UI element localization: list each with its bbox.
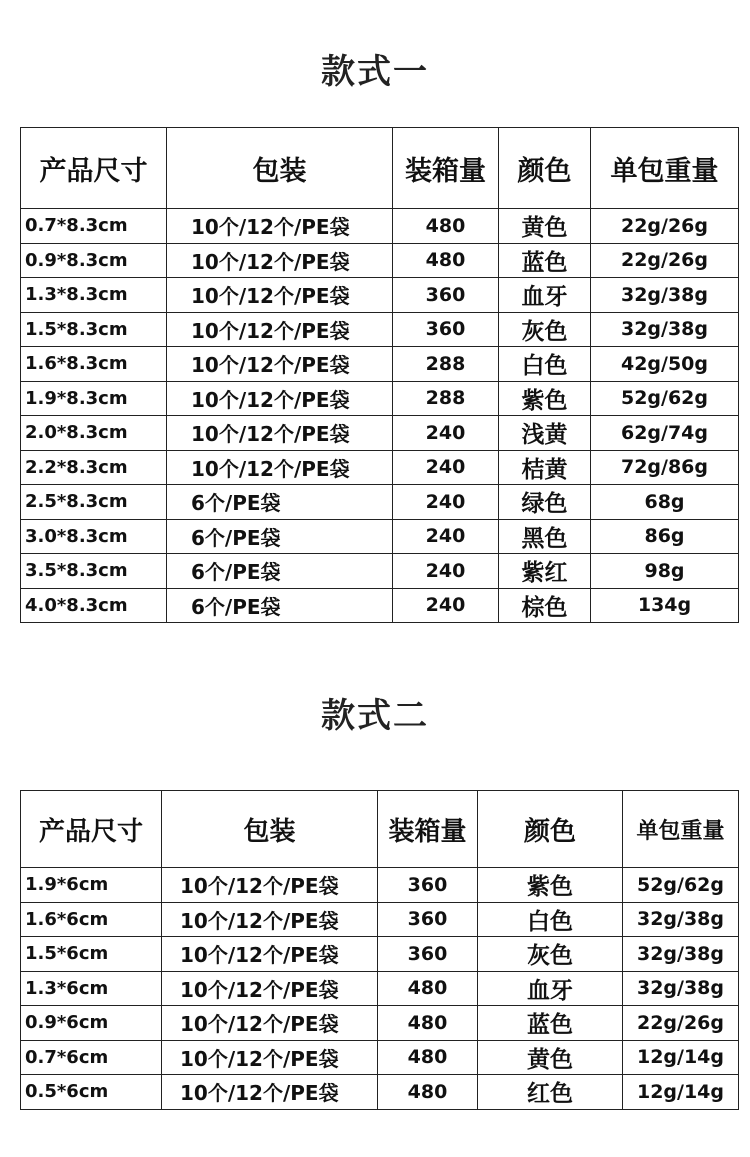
cell-color: 蓝色 [499,243,591,278]
cell-pack-weight: 32g/38g [623,971,739,1006]
cell-box-quantity: 240 [393,450,499,485]
cell-color: 绿色 [499,485,591,520]
cell-pack-weight: 12g/14g [623,1040,739,1075]
cell-pack-weight: 12g/14g [623,1075,739,1110]
cell-size: 1.5*8.3cm [21,312,167,347]
cell-size: 0.9*8.3cm [21,243,167,278]
header-packaging: 包装 [162,791,378,868]
cell-color: 红色 [478,1075,623,1110]
cell-size: 0.7*8.3cm [21,209,167,244]
cell-color: 白色 [478,902,623,937]
cell-box-quantity: 480 [393,243,499,278]
cell-color: 白色 [499,347,591,382]
table-row [21,1006,739,1041]
cell-packaging: 10个/12个/PE袋 [162,937,378,972]
cell-size: 3.0*8.3cm [21,519,167,554]
cell-packaging: 10个/12个/PE袋 [162,902,378,937]
cell-color: 蓝色 [478,1006,623,1041]
cell-packaging: 10个/12个/PE袋 [167,209,393,244]
cell-size: 2.5*8.3cm [21,485,167,520]
header-color: 颜色 [478,791,623,868]
cell-size: 4.0*8.3cm [21,588,167,623]
cell-packaging: 6个/PE袋 [167,588,393,623]
cell-color: 桔黄 [499,450,591,485]
table-header-row [21,128,739,209]
table-row [21,278,739,313]
cell-pack-weight: 32g/38g [623,937,739,972]
cell-packaging: 10个/12个/PE袋 [167,416,393,451]
cell-color: 灰色 [478,937,623,972]
cell-packaging: 6个/PE袋 [167,485,393,520]
cell-box-quantity: 360 [378,937,478,972]
cell-packaging: 10个/12个/PE袋 [162,971,378,1006]
table-row [21,519,739,554]
cell-box-quantity: 288 [393,347,499,382]
cell-color: 紫红 [499,554,591,589]
cell-color: 血牙 [478,971,623,1006]
table-row [21,971,739,1006]
cell-color: 灰色 [499,312,591,347]
cell-color: 紫色 [499,381,591,416]
cell-packaging: 10个/12个/PE袋 [167,381,393,416]
cell-box-quantity: 360 [378,868,478,903]
cell-box-quantity: 360 [393,278,499,313]
cell-pack-weight: 86g [591,519,739,554]
cell-packaging: 10个/12个/PE袋 [167,278,393,313]
cell-pack-weight: 32g/38g [623,902,739,937]
cell-box-quantity: 480 [378,1040,478,1075]
header-packaging: 包装 [167,128,393,209]
section-title-style1: 款式一 [321,52,429,92]
cell-packaging: 10个/12个/PE袋 [162,1006,378,1041]
header-size: 产品尺寸 [21,128,167,209]
cell-box-quantity: 240 [393,588,499,623]
cell-pack-weight: 22g/26g [591,243,739,278]
cell-pack-weight: 22g/26g [591,209,739,244]
table-row [21,1040,739,1075]
cell-box-quantity: 240 [393,554,499,589]
table-row [21,485,739,520]
header-box-quantity: 装箱量 [393,128,499,209]
cell-packaging: 6个/PE袋 [167,554,393,589]
table-row [21,381,739,416]
cell-box-quantity: 240 [393,519,499,554]
cell-size: 1.5*6cm [21,937,162,972]
cell-pack-weight: 32g/38g [591,312,739,347]
table-row [21,902,739,937]
cell-size: 2.0*8.3cm [21,416,167,451]
cell-size: 3.5*8.3cm [21,554,167,589]
cell-packaging: 10个/12个/PE袋 [167,450,393,485]
cell-size: 1.9*8.3cm [21,381,167,416]
cell-packaging: 10个/12个/PE袋 [162,868,378,903]
section-title-style2: 款式二 [321,696,429,736]
table-row [21,450,739,485]
cell-packaging: 10个/12个/PE袋 [167,347,393,382]
cell-color: 黄色 [478,1040,623,1075]
table-row [21,1075,739,1110]
table-row [21,209,739,244]
table-row [21,312,739,347]
cell-size: 2.2*8.3cm [21,450,167,485]
cell-size: 1.3*8.3cm [21,278,167,313]
table-row [21,937,739,972]
cell-size: 0.9*6cm [21,1006,162,1041]
cell-color: 黄色 [499,209,591,244]
table-row [21,554,739,589]
cell-pack-weight: 134g [591,588,739,623]
cell-color: 浅黄 [499,416,591,451]
cell-box-quantity: 480 [378,1006,478,1041]
cell-pack-weight: 32g/38g [591,278,739,313]
cell-pack-weight: 52g/62g [623,868,739,903]
cell-pack-weight: 42g/50g [591,347,739,382]
cell-packaging: 10个/12个/PE袋 [162,1040,378,1075]
table-header-row [21,791,739,868]
table-row [21,416,739,451]
header-pack-weight: 单包重量 [623,791,739,868]
cell-size: 1.3*6cm [21,971,162,1006]
cell-size: 0.5*6cm [21,1075,162,1110]
cell-color: 黑色 [499,519,591,554]
cell-size: 0.7*6cm [21,1040,162,1075]
cell-packaging: 6个/PE袋 [167,519,393,554]
cell-packaging: 10个/12个/PE袋 [167,312,393,347]
header-color: 颜色 [499,128,591,209]
cell-pack-weight: 22g/26g [623,1006,739,1041]
cell-pack-weight: 52g/62g [591,381,739,416]
header-box-quantity: 装箱量 [378,791,478,868]
cell-box-quantity: 240 [393,485,499,520]
cell-packaging: 10个/12个/PE袋 [167,243,393,278]
cell-size: 1.6*8.3cm [21,347,167,382]
cell-box-quantity: 480 [378,1075,478,1110]
cell-box-quantity: 480 [378,971,478,1006]
cell-box-quantity: 480 [393,209,499,244]
cell-size: 1.6*6cm [21,902,162,937]
cell-color: 血牙 [499,278,591,313]
header-size: 产品尺寸 [21,791,162,868]
spec-table-style2 [20,790,739,1110]
table-row [21,588,739,623]
cell-box-quantity: 240 [393,416,499,451]
cell-pack-weight: 62g/74g [591,416,739,451]
table-row [21,347,739,382]
cell-pack-weight: 72g/86g [591,450,739,485]
cell-color: 紫色 [478,868,623,903]
cell-size: 1.9*6cm [21,868,162,903]
cell-box-quantity: 288 [393,381,499,416]
cell-packaging: 10个/12个/PE袋 [162,1075,378,1110]
cell-box-quantity: 360 [393,312,499,347]
cell-box-quantity: 360 [378,902,478,937]
spec-table-style1 [20,127,739,623]
header-pack-weight: 单包重量 [591,128,739,209]
table-row [21,243,739,278]
table-row [21,868,739,903]
cell-color: 棕色 [499,588,591,623]
cell-pack-weight: 98g [591,554,739,589]
cell-pack-weight: 68g [591,485,739,520]
